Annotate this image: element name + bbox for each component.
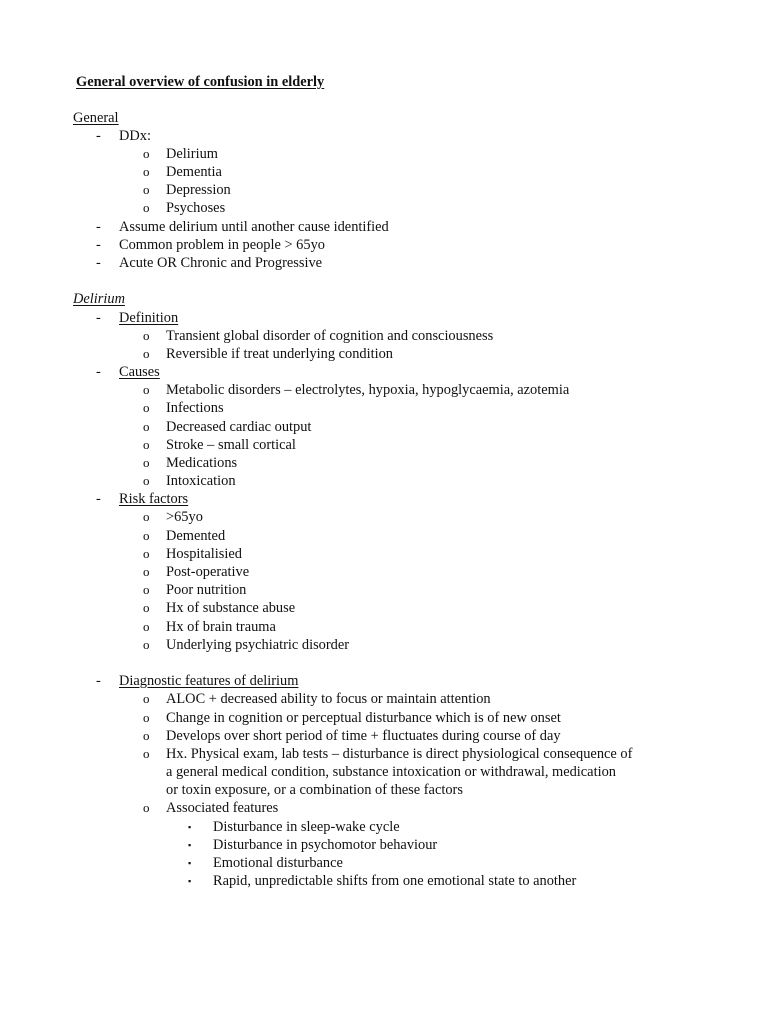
risk-factor-item: Demented [166,528,226,544]
subheading-causes: Causes [119,364,160,380]
diagnostic-hx-line: or toxin exposure, or a combination of these factors [166,782,463,798]
diagnostic-item: Change in cognition or perceptual disturbance which is of new onset [166,710,561,726]
circle-bullet: o [143,437,150,452]
risk-factor-item: Hospitalisied [166,546,242,562]
risk-factor-item: Hx of brain trauma [166,619,276,635]
cause-item: Metabolic disorders – electrolytes, hypoxia, hypoglycaemia, azotemia [166,382,570,398]
general-point: Common problem in people > 65yo [119,237,325,253]
circle-bullet: o [143,146,150,161]
ddx-item: Dementia [166,164,222,180]
square-bullet: ▪ [188,858,192,868]
circle-bullet: o [143,746,150,761]
ddx-item: Delirium [166,146,218,162]
circle-bullet: o [143,564,150,579]
associated-features-label: Associated features [166,800,279,816]
circle-bullet: o [143,728,150,743]
dash-marker: - [96,255,101,271]
circle-bullet: o [143,691,150,706]
ddx-item: Psychoses [166,200,226,216]
diagnostic-hx-line: a general medical condition, substance intoxication or withdrawal, medication [166,764,616,780]
cause-item: Infections [166,400,224,416]
associated-feature-item: Disturbance in sleep-wake cycle [213,819,400,835]
diagnostic-item: ALOC + decreased ability to focus or maintain attention [166,691,491,707]
document-title: General overview of confusion in elderly [76,74,325,90]
diagnostic-hx-line: Hx. Physical exam, lab tests – disturbance is direct physiological consequence of [166,746,633,762]
circle-bullet: o [143,328,150,343]
risk-factor-item: Poor nutrition [166,582,247,598]
circle-bullet: o [143,600,150,615]
dash-marker: - [96,364,101,380]
risk-factor-item: Underlying psychiatric disorder [166,637,350,653]
definition-item: Reversible if treat underlying condition [166,346,393,362]
section-heading-general: General [73,110,119,126]
circle-bullet: o [143,582,150,597]
cause-item: Intoxication [166,473,236,489]
risk-factor-item: >65yo [166,509,203,525]
diagnostic-item: Develops over short period of time + fluctuates during course of day [166,728,561,744]
dash-marker: - [96,219,101,235]
circle-bullet: o [143,546,150,561]
circle-bullet: o [143,710,150,725]
circle-bullet: o [143,619,150,634]
definition-item: Transient global disorder of cognition and consciousness [166,328,494,344]
circle-bullet: o [143,528,150,543]
circle-bullet: o [143,382,150,397]
general-point: Acute OR Chronic and Progressive [119,255,323,271]
circle-bullet: o [143,637,150,652]
associated-feature-item: Rapid, unpredictable shifts from one emotional state to another [213,873,577,889]
circle-bullet: o [143,200,150,215]
section-heading-delirium: Delirium [73,291,125,307]
circle-bullet: o [143,400,150,415]
square-bullet: ▪ [188,876,192,886]
ddx-item: Depression [166,182,231,198]
dash-marker: - [96,491,101,507]
associated-feature-item: Disturbance in psychomotor behaviour [213,837,438,853]
circle-bullet: o [143,800,150,815]
circle-bullet: o [143,473,150,488]
circle-bullet: o [143,455,150,470]
general-point: Assume delirium until another cause identified [119,219,389,235]
circle-bullet: o [143,346,150,361]
dash-marker: - [96,128,101,144]
subheading-diagnostic-features: Diagnostic features of delirium [119,673,299,689]
circle-bullet: o [143,164,150,179]
circle-bullet: o [143,182,150,197]
associated-feature-item: Emotional disturbance [213,855,343,871]
dash-marker: - [96,673,101,689]
square-bullet: ▪ [188,822,192,832]
square-bullet: ▪ [188,840,192,850]
cause-item: Stroke – small cortical [166,437,296,453]
dash-marker: - [96,310,101,326]
circle-bullet: o [143,509,150,524]
subheading-definition: Definition [119,310,179,326]
cause-item: Medications [166,455,238,471]
ddx-label: DDx: [119,128,151,144]
circle-bullet: o [143,419,150,434]
cause-item: Decreased cardiac output [166,419,312,435]
subheading-risk-factors: Risk factors [119,491,189,507]
risk-factor-item: Post-operative [166,564,250,580]
dash-marker: - [96,237,101,253]
risk-factor-item: Hx of substance abuse [166,600,296,616]
